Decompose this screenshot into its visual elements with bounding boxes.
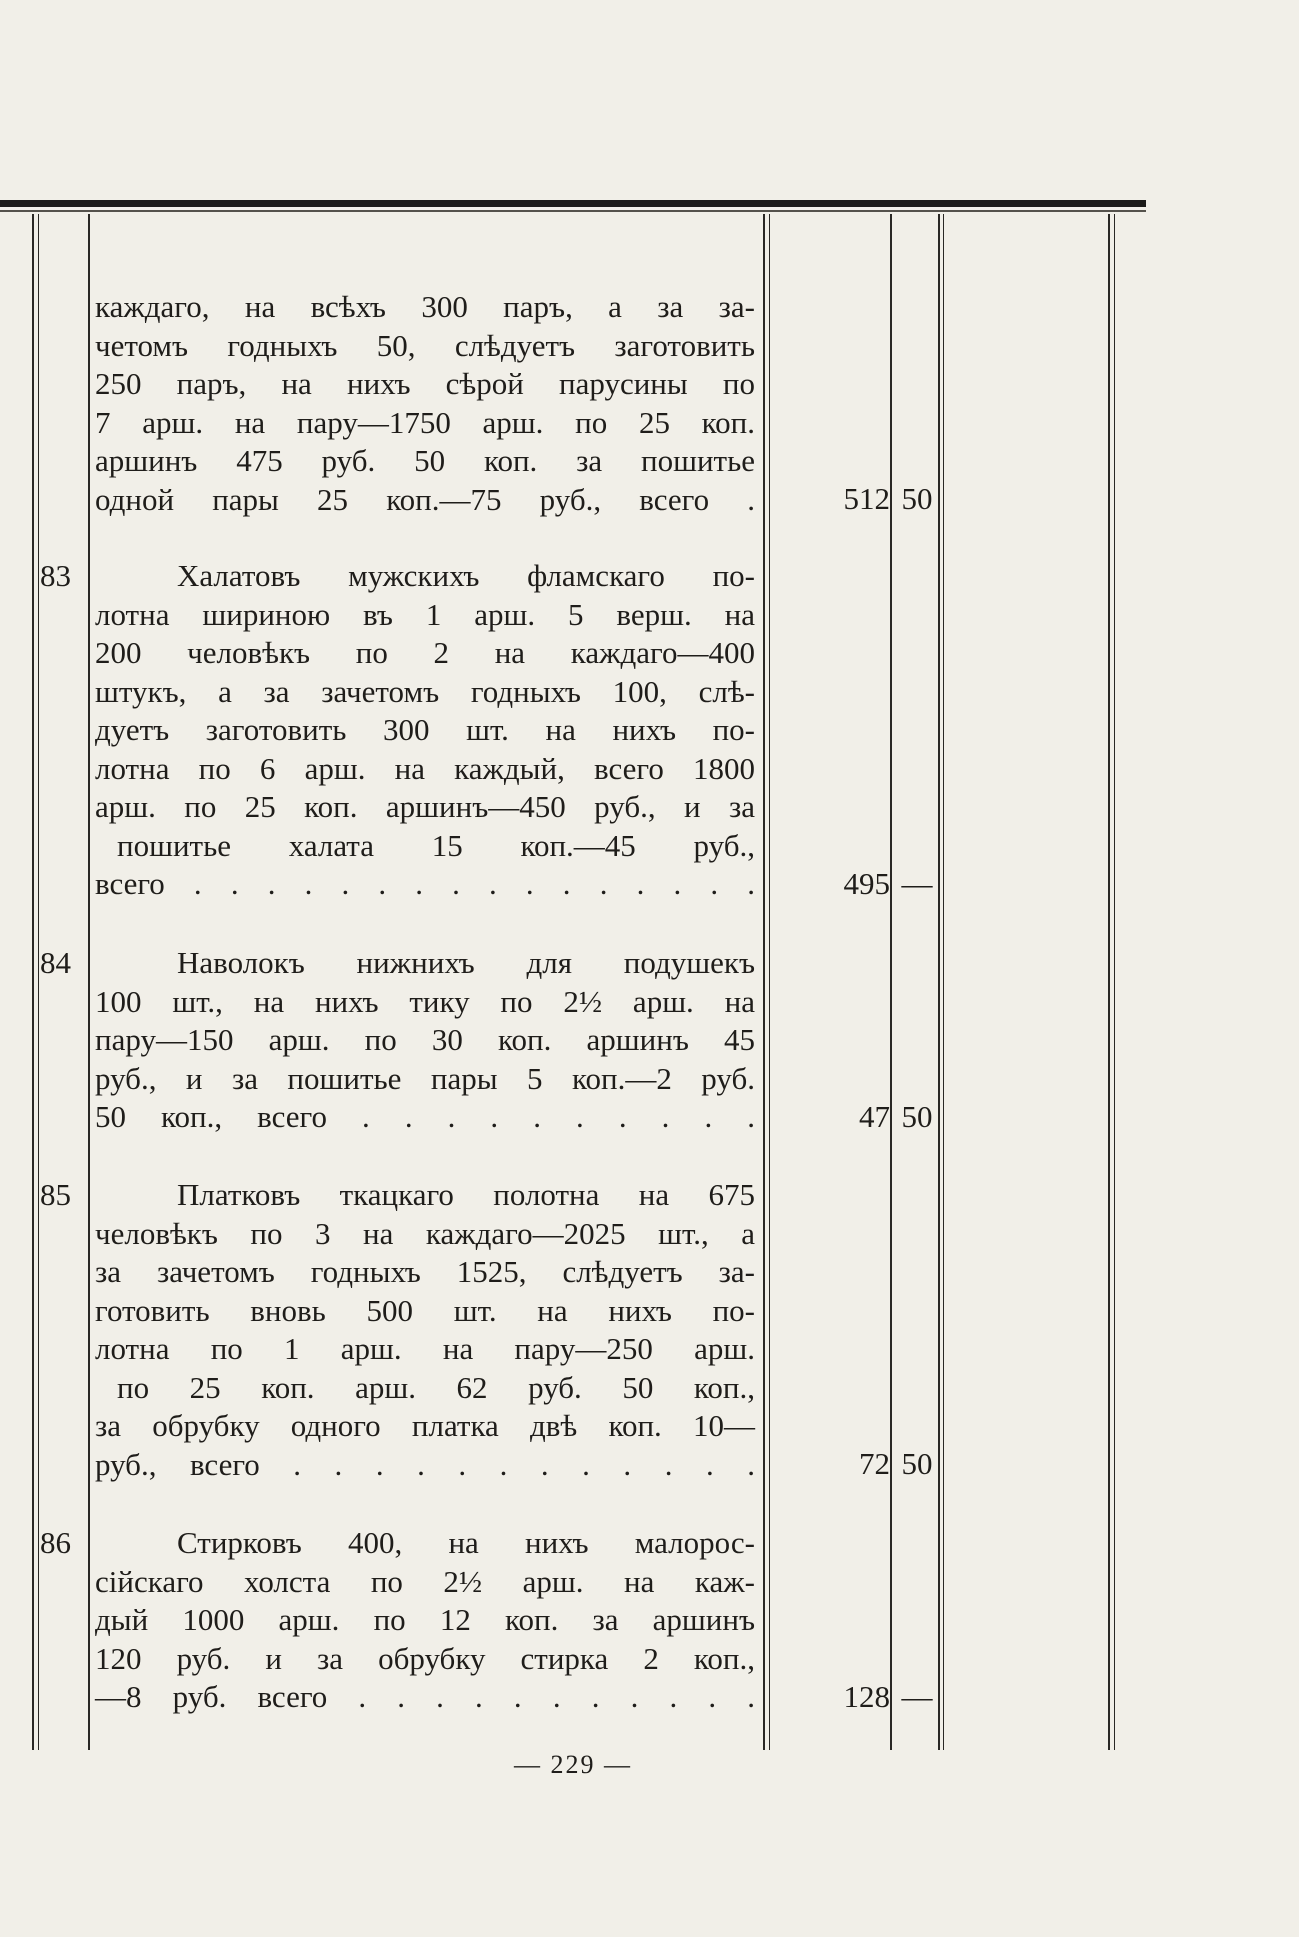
entry-number: 84 bbox=[40, 945, 71, 980]
entry-text bbox=[95, 557, 755, 904]
text-line: лотна шириною въ 1 арш. 5 верш. на bbox=[95, 596, 755, 632]
text-line: руб., и за пошитье пары 5 коп.—2 руб. bbox=[95, 1060, 755, 1096]
column-rule bbox=[943, 214, 944, 1750]
text-line: всего . . . . . . . . . . . . . . . . bbox=[95, 866, 755, 901]
text-line: 100 шт., на нихъ тику по 2½ арш. на bbox=[95, 983, 755, 1019]
column-rule bbox=[88, 214, 90, 1750]
text-line: 7 арш. на пару—1750 арш. по 25 коп. bbox=[95, 404, 755, 440]
text-line: Наволокъ нижнихъ для подушекъ bbox=[177, 945, 755, 980]
column-rule bbox=[938, 214, 940, 1750]
entry-text bbox=[95, 944, 755, 1137]
amount-rubles: 495 bbox=[843, 866, 890, 901]
text-line: Стирковъ 400, на нихъ малорос- bbox=[177, 1525, 755, 1560]
text-line: аршинъ 475 руб. 50 коп. за пошитье bbox=[95, 443, 755, 478]
entry-number: 86 bbox=[40, 1525, 71, 1560]
entry-text bbox=[95, 1524, 755, 1717]
amount-rubles: 128 bbox=[843, 1679, 890, 1714]
amount-kopecks: 50 bbox=[901, 1446, 933, 1481]
amount-rubles: 512 bbox=[843, 481, 890, 516]
text-line: Платковъ ткацкаго полотна на 675 bbox=[177, 1177, 755, 1212]
text-line: по 25 коп. арш. 62 руб. 50 коп., bbox=[117, 1369, 755, 1405]
text-line: за обрубку одного платка двѣ коп. 10— bbox=[95, 1408, 755, 1443]
text-line: дуетъ заготовить 300 шт. на нихъ по- bbox=[95, 712, 755, 747]
text-line: 50 коп., всего . . . . . . . . . . bbox=[95, 1099, 755, 1134]
entry-number: 83 bbox=[40, 558, 71, 593]
text-line: штукъ, а за зачетомъ годныхъ 100, слѣ- bbox=[95, 673, 755, 709]
text-line: дый 1000 арш. по 12 коп. за аршинъ bbox=[95, 1602, 755, 1637]
amount-kopecks: 50 bbox=[901, 1099, 933, 1134]
amount-rubles: 47 bbox=[859, 1099, 890, 1134]
amount-kopecks: 50 bbox=[901, 481, 933, 516]
column-rule bbox=[890, 214, 892, 1750]
page-number: — 229 — bbox=[514, 1750, 632, 1779]
column-rule bbox=[769, 214, 770, 1750]
text-line: лотна по 6 арш. на каждый, всего 1800 bbox=[95, 750, 755, 786]
text-line: человѣкъ по 3 на каждаго—2025 шт., а bbox=[95, 1215, 755, 1251]
text-line: готовить вновь 500 шт. на нихъ по- bbox=[95, 1292, 755, 1328]
text-line: лотна по 1 арш. на пару—250 арш. bbox=[95, 1331, 755, 1366]
entry-text bbox=[95, 1176, 755, 1484]
text-line: 250 паръ, на нихъ сѣрой парусины по bbox=[95, 366, 755, 401]
text-line: пошитье халата 15 коп.—45 руб., bbox=[117, 827, 755, 863]
text-line: арш. по 25 коп. аршинъ—450 руб., и за bbox=[95, 789, 755, 824]
text-line: Халатовъ мужскихъ фламскаго по- bbox=[177, 558, 755, 593]
column-rule bbox=[763, 214, 765, 1750]
text-line: одной пары 25 коп.—75 руб., всего . bbox=[95, 481, 755, 517]
text-line: 200 человѣкъ по 2 на каждаго—400 bbox=[95, 635, 755, 670]
amount-kopecks: — bbox=[901, 866, 933, 901]
column-rule bbox=[1114, 214, 1115, 1750]
text-line: за зачетомъ годныхъ 1525, слѣдуетъ за- bbox=[95, 1254, 755, 1289]
text-line: сійскаго холста по 2½ арш. на каж- bbox=[95, 1563, 755, 1599]
text-line: 120 руб. и за обрубку стирка 2 коп., bbox=[95, 1640, 755, 1676]
top-rule bbox=[0, 200, 1146, 207]
entry-number: 85 bbox=[40, 1177, 71, 1212]
text-line: четомъ годныхъ 50, слѣдуетъ заготовить bbox=[95, 327, 755, 363]
text-line: —8 руб. всего . . . . . . . . . . . bbox=[95, 1679, 755, 1714]
amount-kopecks: — bbox=[901, 1679, 933, 1714]
text-line: каждаго, на всѣхъ 300 паръ, а за за- bbox=[95, 289, 755, 324]
column-rule bbox=[38, 214, 39, 1750]
column-rule bbox=[1108, 214, 1110, 1750]
text-line: руб., всего . . . . . . . . . . . . bbox=[95, 1446, 755, 1482]
amount-rubles: 72 bbox=[859, 1446, 890, 1481]
column-rule bbox=[32, 214, 34, 1750]
entry-text bbox=[95, 288, 755, 519]
text-line: пару—150 арш. по 30 коп. аршинъ 45 bbox=[95, 1022, 755, 1057]
top-rule-thin bbox=[0, 210, 1146, 212]
